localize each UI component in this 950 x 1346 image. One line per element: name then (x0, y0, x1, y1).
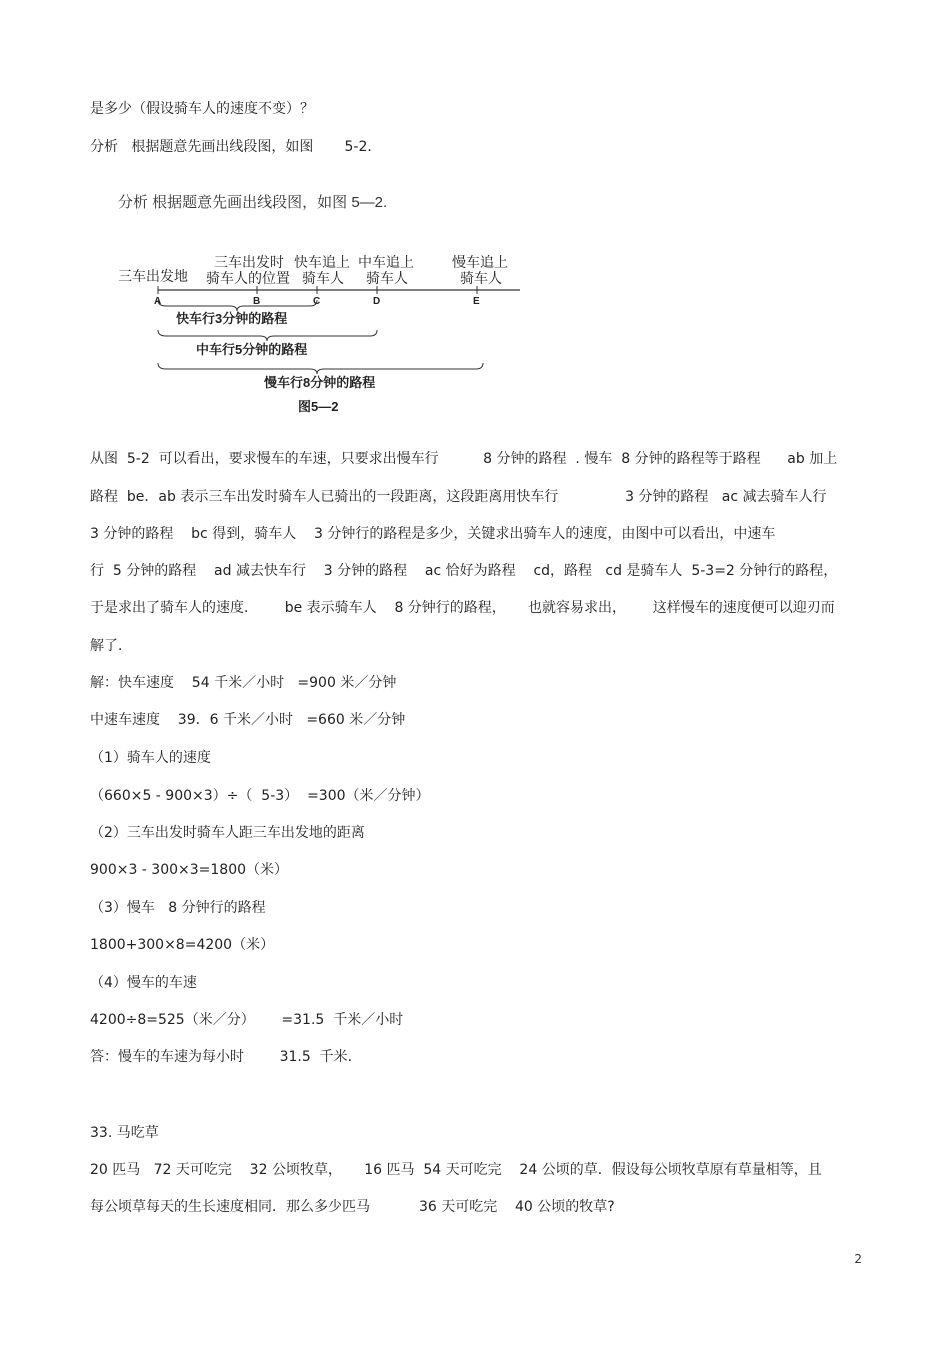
text-line: 3 分钟的路程 bc 得到，骑车人 3 分钟行的路程是多少，关键求出骑车人的速度，由图中可以看出，中速车 (90, 526, 776, 542)
label-d-2: 骑车人 (366, 270, 408, 286)
page-number: 2 (854, 1252, 862, 1266)
text-line: 解：快车速度 54 千米／小时 =900 米／分钟 (90, 675, 397, 691)
text-line: 分析 根据题意先画出线段图，如图 5-2． (90, 139, 382, 155)
figure-number: 图5—2 (298, 399, 339, 414)
label-start: 三车出发地 (118, 268, 188, 284)
brace-mid-label: 中车行5分钟的路程 (196, 342, 308, 357)
label-e-2: 骑车人 (460, 270, 502, 286)
text-line: 路程 be．ab 表示三车出发时骑车人已骑出的一段距离，这段距离用快车行 3 分钟的路程 ac 减去骑车人行 (90, 489, 827, 505)
text-line: 900×3 - 300×3=1800（米） (90, 862, 289, 878)
brace-fast-label: 快车行3分钟的路程 (176, 311, 288, 326)
label-c-1: 快车追上 (294, 254, 350, 270)
brace-fast (158, 300, 317, 311)
label-e-1: 慢车追上 (452, 254, 508, 270)
point-b: B (253, 296, 261, 307)
label-d-1: 中车追上 (358, 254, 414, 270)
text-line: 解了． (90, 638, 132, 654)
section-heading: 33. 马吃草 (90, 1125, 159, 1141)
figure-caption: 分析 根据题意先画出线段图，如图 5—2. (118, 194, 388, 211)
text-line: 4200÷8=525（米／分） =31.5 千米／小时 (90, 1012, 404, 1028)
point-d: D (373, 296, 381, 307)
label-b-2: 骑车人的位置 (206, 270, 290, 286)
point-a: A (154, 296, 162, 307)
text-line: 答：慢车的车速为每小时 31.5 千米. (90, 1049, 353, 1065)
text-line: 1800+300×8=4200（米） (90, 937, 275, 953)
text-line: 20 匹马 72 天可吃完 32 公顷牧草， 16 匹马 54 天可吃完 24 公顷的草．假设每公顷牧草原有草量相等，且 (90, 1162, 822, 1178)
text-line: 从图 5-2 可以看出，要求慢车的车速，只要求出慢车行 8 分钟的路程 . 慢车 8 分钟的路程等于路程 ab 加上 (90, 451, 838, 467)
text-line: （2）三车出发时骑车人距三车出发地的距离 (90, 825, 365, 841)
text-line: 中速车速度 39．6 千米／小时 =660 米／分钟 (90, 712, 406, 728)
point-c: C (313, 296, 321, 307)
brace-mid (158, 330, 377, 341)
text-line: 行 5 分钟的路程 ad 减去快车行 3 分钟的路程 ac 恰好为路程 cd，路程 cd 是骑车人 5-3=2 分钟行的路程， (90, 563, 838, 579)
brace-slow-label: 慢车行8分钟的路程 (264, 375, 376, 390)
figure-line-segment-diagram (110, 180, 530, 420)
text-line: （660×5 - 900×3）÷（ 5-3） =300（米／分钟） (90, 788, 430, 804)
label-b-1: 三车出发时 (214, 254, 284, 270)
text-line: 是多少（假设骑车人的速度不变）？ (90, 101, 314, 117)
text-line: 每公顷草每天的生长速度相同．那么多少匹马 36 天可吃完 40 公顷的牧草? (90, 1199, 615, 1215)
text-line: （1）骑车人的速度 (90, 750, 211, 766)
text-line: （4）慢车的车速 (90, 975, 197, 991)
point-e: E (473, 296, 480, 307)
text-line: （3）慢车 8 分钟行的路程 (90, 900, 266, 916)
label-c-2: 骑车人 (302, 270, 344, 286)
text-line: 于是求出了骑车人的速度． be 表示骑车人 8 分钟行的路程， 也就容易求出， 这样慢车的速度便可以迎刃而 (90, 600, 835, 616)
brace-slow (158, 363, 483, 374)
